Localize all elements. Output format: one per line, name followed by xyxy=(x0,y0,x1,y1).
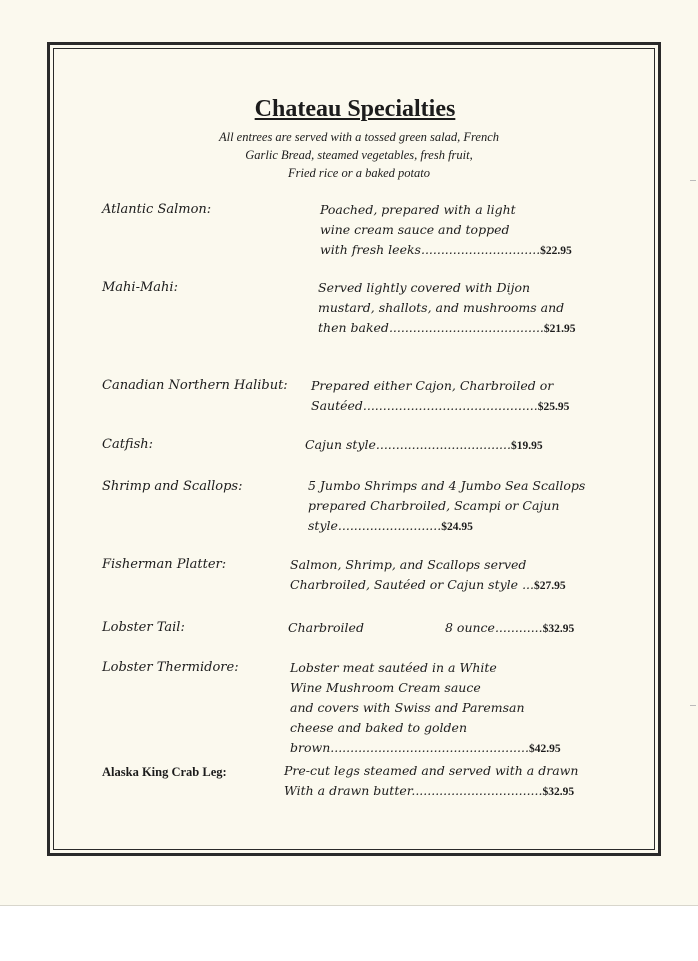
desc-text: Cajun style xyxy=(305,437,376,452)
menu-title: Chateau Specialties xyxy=(254,96,456,122)
desc-line: cheese and baked to golden xyxy=(290,720,468,735)
leader-dots: ....................................... xyxy=(388,320,544,335)
item-name-shrimp-scallops: Shrimp and Scallops: xyxy=(102,479,243,494)
desc-line xyxy=(308,516,585,537)
desc-line: 5 Jumbo Shrimps and 4 Jumbo Sea Scallops xyxy=(308,478,586,493)
item-desc-mahi-mahi xyxy=(318,278,576,339)
item-price: $32.95 xyxy=(542,786,575,798)
desc-line: Poached, prepared with a light xyxy=(320,202,516,217)
desc-line: mustard, shallots, and mushrooms and xyxy=(318,300,565,315)
desc-text: with fresh leeks xyxy=(320,242,421,257)
leader-dots: .......................... xyxy=(337,518,442,533)
item-desc-atlantic-salmon xyxy=(320,200,572,261)
item-name-atlantic-salmon: Atlantic Salmon: xyxy=(102,202,212,217)
desc-line: Prepared either Cajon, Charbroiled or xyxy=(311,378,554,393)
desc-line xyxy=(320,240,572,261)
desc-line xyxy=(290,575,566,596)
desc-line: Pre-cut legs steamed and served with a drawn xyxy=(284,763,579,778)
item-price: $42.95 xyxy=(528,743,561,755)
desc-line xyxy=(445,618,574,639)
item-name-fisherman-platter: Fisherman Platter: xyxy=(102,557,227,572)
leader-dots: .................................................. xyxy=(330,740,529,755)
item-name-halibut: Canadian Northern Halibut: xyxy=(102,378,288,393)
desc-text: then baked xyxy=(318,320,389,335)
desc-line xyxy=(318,318,576,339)
scan-mark xyxy=(690,705,696,706)
item-price: $19.95 xyxy=(510,440,543,452)
item-name-lobster-tail: Lobster Tail: xyxy=(102,620,185,635)
desc-line: Lobster meat sautéed in a White xyxy=(290,660,497,675)
desc-line: and covers with Swiss and Paremsan xyxy=(290,700,525,715)
desc-line xyxy=(311,396,569,417)
desc-line: Served lightly covered with Dijon xyxy=(318,280,531,295)
leader-dots: ............................................ xyxy=(362,398,538,413)
item-desc-lobster-tail: Charbroiled xyxy=(288,620,364,635)
item-name-mahi-mahi: Mahi-Mahi: xyxy=(102,280,178,295)
desc-text: brown xyxy=(290,740,331,755)
item-price: $25.95 xyxy=(537,401,570,413)
item-size-lobster-tail xyxy=(445,618,574,639)
desc-text: Charbroiled, Sautéed or Cajun style xyxy=(290,577,519,592)
item-desc-halibut xyxy=(311,376,569,417)
item-price: $22.95 xyxy=(540,245,572,257)
item-price: $24.95 xyxy=(441,521,473,533)
leader-dots: .................................. xyxy=(375,437,511,452)
item-desc-shrimp-scallops xyxy=(308,476,585,537)
menu-subtitle xyxy=(10,128,698,182)
leader-dots: .............................. xyxy=(420,242,541,257)
desc-line: wine cream sauce and topped xyxy=(320,222,510,237)
subtitle-line: Fried rice or a baked potato xyxy=(288,166,430,180)
desc-line: prepared Charbroiled, Scampi or Cajun xyxy=(308,498,560,513)
portion-size: 8 ounce xyxy=(445,620,495,635)
leader-dots: ............ xyxy=(494,620,543,635)
item-price: $21.95 xyxy=(543,323,576,335)
scanner-margin xyxy=(0,905,698,961)
item-desc-fisherman-platter xyxy=(290,555,566,596)
desc-line: Salmon, Shrimp, and Scallops served xyxy=(290,557,527,572)
item-name-alaska-king-crab: Alaska King Crab Leg: xyxy=(102,765,227,779)
desc-text: With a drawn butter xyxy=(284,783,412,798)
leader-dots: ................................. xyxy=(411,783,543,798)
subtitle-line: Garlic Bread, steamed vegetables, fresh fruit, xyxy=(245,148,473,162)
desc-text: Sautéed xyxy=(311,398,363,413)
item-name-lobster-thermidore: Lobster Thermidore: xyxy=(102,660,239,675)
item-desc-lobster-thermidore xyxy=(290,658,561,759)
item-price: $27.95 xyxy=(534,580,566,592)
desc-text: style xyxy=(308,518,338,533)
item-price: $32.95 xyxy=(542,623,575,635)
item-name-catfish: Catfish: xyxy=(102,437,154,452)
item-desc-alaska-king-crab xyxy=(284,761,578,802)
desc-line xyxy=(284,781,578,802)
desc-line xyxy=(290,738,561,759)
desc-line xyxy=(305,435,543,456)
item-desc-catfish xyxy=(305,435,543,456)
leader-dots: ... xyxy=(522,577,534,592)
subtitle-line: All entrees are served with a tossed green salad, French xyxy=(218,130,500,144)
desc-line: Wine Mushroom Cream sauce xyxy=(290,680,481,695)
